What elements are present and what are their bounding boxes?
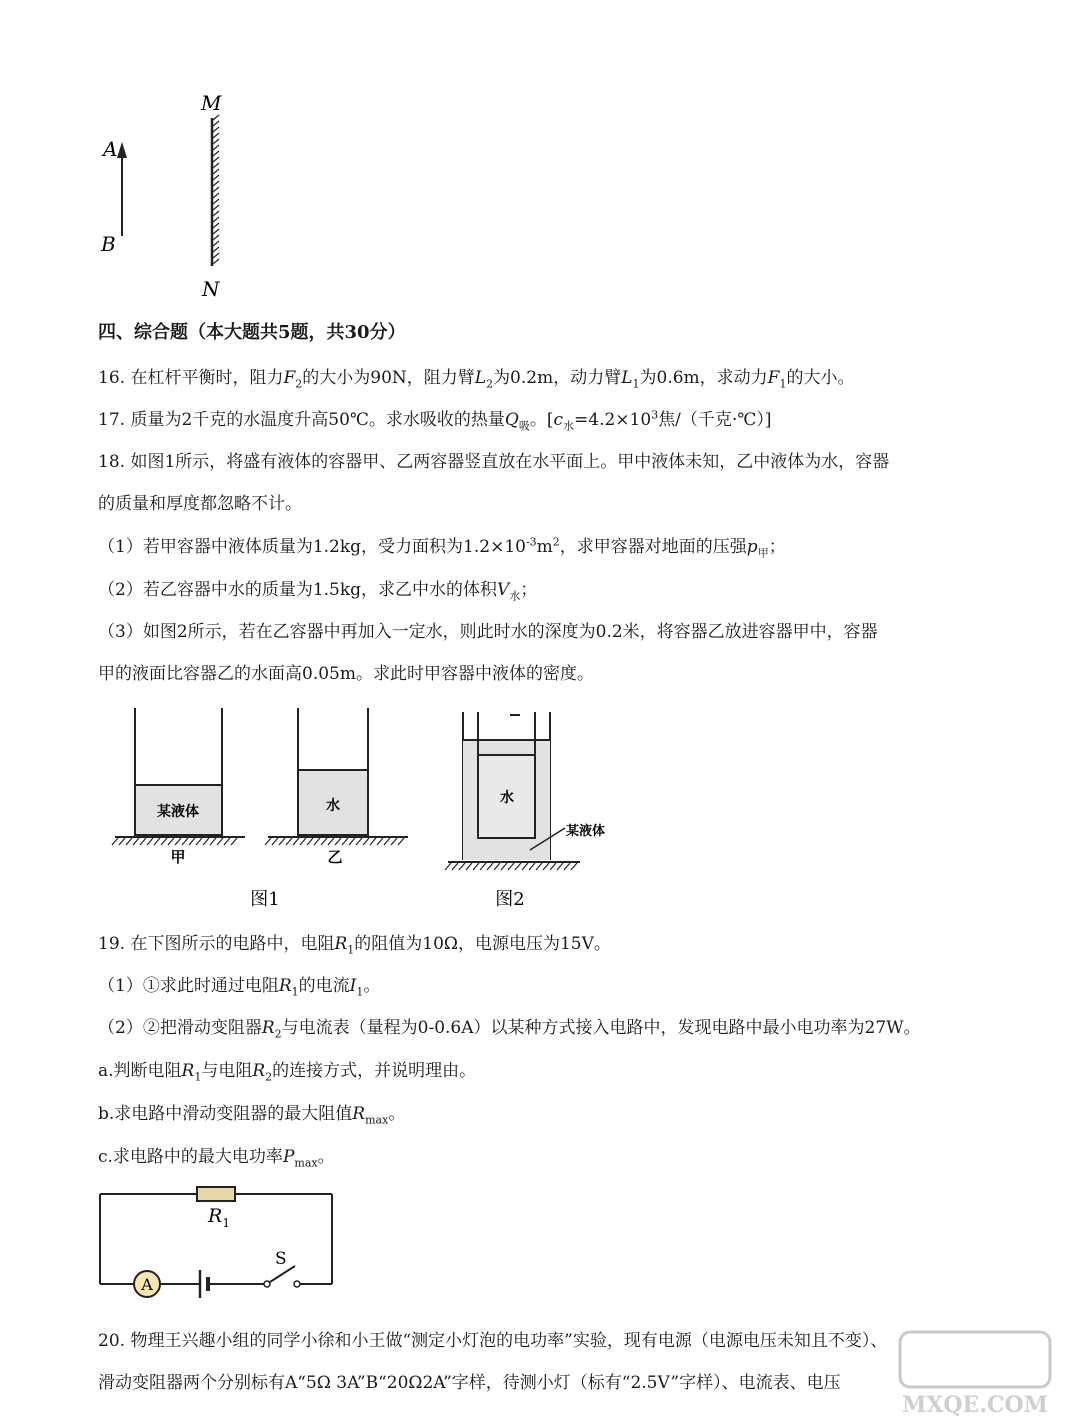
question-18-part3-line2: 甲的液面比容器乙的水面高0.05m。求此时甲容器中液体的密度。: [98, 664, 594, 684]
fig2-liquid-label: 某液体: [566, 824, 606, 839]
watermark-logo: [890, 1327, 1060, 1422]
label-b: B: [101, 232, 116, 256]
label-m: M: [201, 91, 222, 115]
question-18-line1: 18. 如图1所示，将盛有液体的容器甲、乙两容器竖直放在水平面上。甲中液体未知，乙中液体为水，容器: [98, 452, 890, 472]
fig2-water-label: 水: [500, 790, 514, 806]
label-jia: 甲: [170, 848, 186, 866]
question-16: 16. 在杠杆平衡时，阻力$F_2$的大小为90N，阻力臂$L_2$为0.2m，动力臂$L_1$为0.6m，求动力$F_1$的大小。: [98, 368, 855, 391]
containers-figure: [110, 700, 630, 915]
switch-label: S: [275, 1249, 287, 1269]
label-n: N: [202, 277, 220, 301]
arrow-head: [117, 142, 127, 158]
liquid-label: 某液体: [157, 804, 199, 820]
mirror-hatching: [213, 115, 219, 264]
question-18-line2: 的质量和厚度都忽略不计。: [98, 494, 302, 514]
ground-hatching: [265, 838, 404, 845]
question-20-line1: 20. 物理王兴趣小组的同学小徐和小王做“测定小灯泡的电功率”实验，现有电源（电源电压未知且不变）、: [98, 1331, 888, 1351]
question-19-a: a.判断电阻$R_1$与电阻$R_2$的连接方式，并说明理由。: [98, 1061, 477, 1084]
question-17: 17. 质量为2千克的水温度升高50℃。求水吸收的热量$Q_吸$。[$c_水=4.2\times 10^3$焦/（千克·℃）]: [98, 408, 772, 433]
question-19-line1: 19. 在下图所示的电路中，电阻$R_1$的阻值为10Ω，电源电压为15V。: [98, 934, 611, 957]
question-18-part3-line1: （3）如图2所示，若在乙容器中再加入一定水，则此时水的深度为0.2米，将容器乙放进容器甲中，容器: [98, 622, 878, 642]
fig1-caption: 图1: [250, 889, 280, 910]
question-19-part1: （1）①求此时通过电阻$R_1$的电流$I_1$。: [98, 976, 381, 999]
mirror-figure: [95, 88, 235, 303]
question-20-line2: 滑动变阻器两个分别标有A“5Ω 3A”B“20Ω2A”字样，待测小灯（标有“2.5V”字样）、电流表、电压: [98, 1373, 841, 1393]
question-19-part2: （2）②把滑动变阻器$R_2$与电流表（量程为0-0.6A）以某种方式接入电路中，发现电路中最小电功率为27W。: [98, 1018, 921, 1041]
label-a: A: [103, 137, 118, 161]
question-18-part1: （1）若甲容器中液体质量为1.2kg，受力面积为$1.2\times 10^{-3}m^2$，求甲容器对地面的压强$p_甲$；: [98, 535, 786, 560]
question-19-c: c.求电路中的最大电功率$P_{max}$。: [98, 1147, 335, 1170]
watermark-text: MXQE.COM: [901, 1392, 1049, 1418]
section-heading: 四、综合题（本大题共5题，共30分）: [98, 322, 406, 343]
ground-hatching: [445, 863, 577, 870]
fig2-caption: 图2: [495, 889, 525, 910]
question-18-part2: （2）若乙容器中水的质量为1.5kg，求乙中水的体积$V_水$；: [98, 580, 538, 603]
ground-hatching: [112, 838, 237, 845]
label-yi: 乙: [327, 848, 343, 866]
circuit-figure: [95, 1180, 340, 1305]
resistor-r1: [197, 1187, 235, 1201]
water-label: 水: [326, 798, 340, 814]
ammeter-label: A: [141, 1275, 153, 1294]
question-19-b: b.求电路中滑动变阻器的最大阻值$R_{max}$。: [98, 1104, 406, 1127]
r1-label: $R_1$: [208, 1205, 230, 1230]
